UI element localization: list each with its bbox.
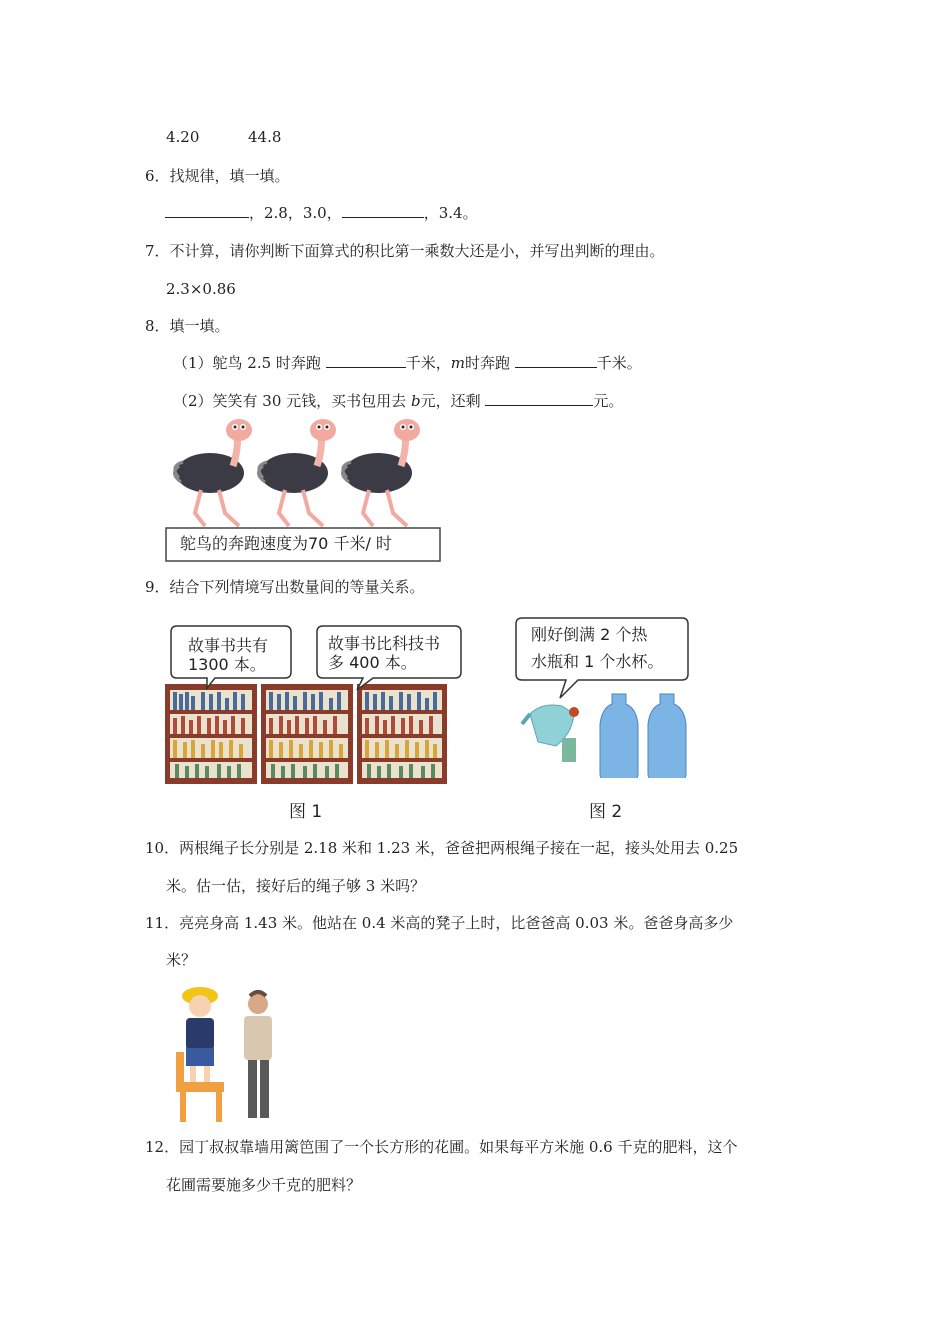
boy-icon xyxy=(182,987,218,1082)
question-6-title: 6．找规律，填一填。 xyxy=(145,167,290,185)
text: 千米， xyxy=(405,354,451,372)
question-6-sequence xyxy=(165,203,478,223)
answer-blank[interactable] xyxy=(342,203,424,218)
answer-blank[interactable] xyxy=(515,353,597,368)
question-12-line-2: 花圃需要施多少千克的肥料？ xyxy=(166,1176,362,1194)
sequence-part: ，3.4。 xyxy=(423,204,478,222)
question-11-line-2: 米？ xyxy=(166,951,197,969)
bubble-2-line-1: 故事书比科技书 xyxy=(328,634,441,653)
thermos-icon xyxy=(600,694,686,778)
text: 元，还剩 xyxy=(420,392,481,410)
bookshelf-icon xyxy=(165,684,447,784)
boy-and-father-illustration xyxy=(166,982,286,1124)
question-11-line-1: 11．亮亮身高 1.43 米。他站在 0.4 米高的凳子上时，比爸爸高 0.03 米。爸爸身高多少 xyxy=(145,914,734,932)
father-icon xyxy=(244,992,272,1118)
kettle-icon xyxy=(522,705,579,762)
answer-blank[interactable] xyxy=(485,391,593,406)
text: 元。 xyxy=(593,392,624,410)
bubble-2-line-2: 多 400 本。 xyxy=(328,653,417,672)
text: （1）鸵鸟 2.5 时奔跑 xyxy=(173,354,321,372)
text: 时奔跑 xyxy=(464,354,510,372)
value-4-20: 4.20 xyxy=(166,128,200,146)
question-12-line-1: 12．园丁叔叔靠墙用篱笆围了一个长方形的花圃。如果每平方米施 0.6 千克的肥料，这个 xyxy=(145,1138,738,1156)
sequence-part: ，2.8，3.0， xyxy=(249,204,342,222)
ostrich-speed-sign: 鸵鸟的奔跑速度为70 千米/ 时 xyxy=(180,534,392,553)
variable-m: m xyxy=(450,354,465,372)
figure-2-caption: 图 2 xyxy=(589,802,623,822)
text: （2）笑笑有 30 元钱，买书包用去 xyxy=(173,392,407,410)
question-10-line-2: 米。估一估，接好后的绳子够 3 米吗？ xyxy=(166,877,426,895)
text: 千米。 xyxy=(596,354,642,372)
variable-b: b xyxy=(410,392,421,410)
question-8-title: 8．填一填。 xyxy=(145,317,230,335)
answer-blank[interactable] xyxy=(326,353,406,368)
value-44-8: 44.8 xyxy=(248,128,282,146)
question-10-line-1: 10．两根绳子长分别是 2.18 米和 1.23 米，爸爸把两根绳子接在一起，接头处用去 0.25 xyxy=(145,839,739,857)
question-7-expression: 2.3×0.86 xyxy=(166,280,236,298)
question-7-title: 7．不计算，请你判断下面算式的积比第一乘数大还是小，并写出判断的理由。 xyxy=(145,242,665,260)
bubble-1-line-1: 故事书共有 xyxy=(188,636,269,655)
question-8-part-1 xyxy=(173,353,642,373)
figure-1-caption: 图 1 xyxy=(289,802,323,822)
bubble-1-line-2: 1300 本。 xyxy=(188,655,266,674)
answer-blank[interactable] xyxy=(165,203,249,218)
bubble-3-line-2: 水瓶和 1 个水杯。 xyxy=(531,652,664,671)
bubble-3-line-1: 刚好倒满 2 个热 xyxy=(531,625,648,644)
ostrich-icon xyxy=(174,419,420,526)
question-9-title: 9．结合下列情境写出数量间的等量关系。 xyxy=(145,578,425,596)
question-8-part-2 xyxy=(173,391,623,411)
